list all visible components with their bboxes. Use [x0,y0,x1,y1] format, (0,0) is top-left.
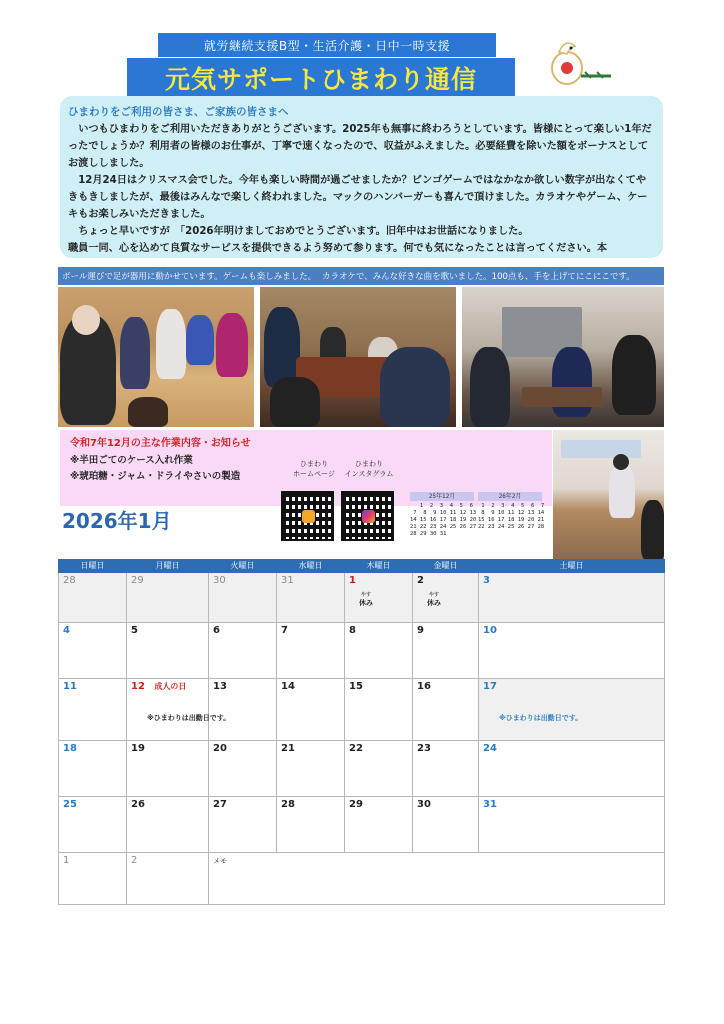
rest-ruby: やす [428,592,439,598]
memo-label: メモ [213,857,227,865]
day-number: 3 [483,575,490,586]
calendar-day[interactable] [59,623,127,679]
calendar-day[interactable] [277,797,345,853]
mini-calendar-february [478,492,545,531]
day-number: 28 [63,575,76,586]
day-number: 4 [63,625,70,636]
qr-instagram-label-line2: インスタグラム [344,470,394,478]
calendar-day[interactable] [127,741,209,797]
mini-calendar-row: 28 29 30 31 [410,531,447,537]
calendar-day[interactable] [277,573,345,623]
day-number: 29 [349,799,363,810]
open-day-note: ※ひまわりは出勤日です。 [499,714,583,722]
mini-calendar-title: 25年12月 [410,492,474,501]
holiday-name: 成人の日 [154,682,187,691]
day-number: 30 [213,575,226,586]
calendar-day[interactable] [479,797,665,853]
day-number: 31 [281,575,294,586]
calendar-day[interactable] [209,741,277,797]
weekday-header: 月曜日 [127,560,209,573]
day-number: 29 [131,575,144,586]
horse-mascot-icon [545,38,615,90]
weekday-header-row [59,560,665,573]
photo-karaoke-room [260,287,456,427]
day-number: 15 [349,681,363,692]
day-number: 24 [483,743,497,754]
calendar-day[interactable] [413,679,479,741]
mini-calendar-title: 26年2月 [478,492,542,501]
open-day-note: ※ひまわりは出勤日です。 [147,714,231,722]
newsletter-title: 元気サポートひまわり通信 [127,58,515,98]
calendar-day[interactable] [413,797,479,853]
calendar-day[interactable] [345,797,413,853]
photo-caption-right: カラオケで、みんな好きな曲を歌いました。100点も、手を上げてにこにこです。 [318,267,664,285]
day-number: 10 [483,625,497,636]
weekday-header: 金曜日 [413,560,479,573]
weekday-header: 火曜日 [209,560,277,573]
day-number: 28 [281,799,295,810]
calendar-week-row [59,679,665,741]
greeting-paragraph: 職員一同、心を込めて良質なサービスを提供できるよう努めて参ります。何でも気になったことは言ってください。本 [68,243,608,254]
photo-karaoke-tv [462,287,664,427]
weekday-header: 日曜日 [59,560,127,573]
calendar-day[interactable] [209,573,277,623]
calendar-day[interactable] [59,853,127,905]
day-number: 12 [131,681,145,692]
calendar-week-row [59,853,665,905]
calendar-day[interactable] [59,679,127,741]
mini-calendar-december [410,492,477,538]
mini-calendar-row: 1 2 3 4 5 6 7 [478,503,545,509]
calendar-day[interactable] [345,573,413,623]
calendar-day[interactable] [59,573,127,623]
calendar-day[interactable] [277,623,345,679]
greeting-paragraph: ちょっと早いですが 「2026年明けましておめでとうございます。旧年中はお世話になりました。 [78,226,529,237]
calendar-week-row [59,573,665,623]
calendar-day[interactable] [479,741,665,797]
newsletter-subtitle: 就労継続支援B型・生活介護・日中一時支援 [158,33,496,57]
calendar-day[interactable] [413,623,479,679]
calendar-day[interactable] [277,741,345,797]
qr-homepage-label [286,459,342,479]
mini-calendar-row: 8 9 10 11 12 13 14 [478,510,545,516]
tasks-title: 令和7年12月の主な作業内容・お知らせ [70,438,251,449]
calendar-day[interactable] [345,623,413,679]
day-number: 25 [63,799,77,810]
weekday-header: 木曜日 [345,560,413,573]
calendar-day[interactable] [127,623,209,679]
mini-calendar-row: 15 16 17 18 19 20 21 [478,517,545,523]
day-number: 13 [213,681,227,692]
task-item: ※琥珀糖・ジャム・ドライやさいの製造 [70,471,241,482]
calendar-day[interactable] [127,797,209,853]
day-number: 19 [131,743,145,754]
calendar-day[interactable] [479,679,665,741]
day-number: 5 [131,625,138,636]
mini-calendar-row: 22 23 24 25 26 27 28 [478,524,545,530]
calendar-day[interactable] [209,797,277,853]
homepage-qr-code-icon[interactable] [281,491,334,541]
day-number: 16 [417,681,431,692]
calendar-day[interactable] [413,741,479,797]
weekday-header: 土曜日 [479,560,665,573]
calendar-week-row [59,741,665,797]
day-number: 14 [281,681,295,692]
calendar-day[interactable] [413,573,479,623]
qr-instagram-label-line1: ひまわり [355,460,383,468]
photo-caption-left: ボール運びで足が器用に動かせています。ゲームも楽しみました。 [58,267,318,285]
greeting-message [60,96,663,258]
day-number: 21 [281,743,295,754]
day-number: 18 [63,743,77,754]
rest-ruby: やす [360,592,371,598]
day-number: 27 [213,799,227,810]
greeting-paragraph: 12月24日はクリスマス会でした。今年も楽しい時間が過ごせましたか？ビンゴゲームではなかなか欲しい数字が出なくてやきもきしましたが、最後はみんなで楽しく終われました。マックのハンバーガーも喜んで頂けました。カラオケやゲーム、ケーキもお楽しみいただきました。 [68,175,648,220]
day-number: 30 [417,799,431,810]
qr-homepage-label-line2: ホームページ [293,470,335,478]
rest-label: 休み [427,599,441,607]
calendar-day[interactable] [479,573,665,623]
calendar-day[interactable] [479,623,665,679]
day-number: 2 [131,855,138,866]
memo-area[interactable] [209,853,665,905]
day-number: 6 [213,625,220,636]
task-item: ※半田ごてのケース入れ作業 [70,455,193,466]
calendar-week-row [59,797,665,853]
calendar-day[interactable] [345,741,413,797]
photo-ball-game [58,287,254,427]
mini-calendar-row: 21 22 23 24 25 26 27 [410,524,477,530]
day-number: 9 [417,625,424,636]
day-number: 2 [417,575,424,586]
calendar-week-row [59,623,665,679]
rest-day-note [427,591,441,607]
day-number: 31 [483,799,497,810]
day-number: 23 [417,743,431,754]
day-number: 1 [349,575,356,586]
qr-homepage-label-line1: ひまわり [300,460,328,468]
mini-calendar-row: 14 15 16 17 18 19 20 [410,517,477,523]
greeting-paragraph: いつもひまわりをご利用いただきありがとうございます。2025年も無事に終わろうとしています。皆様にとって楽しい1年だったでしょうか？利用者の皆様のお仕事が、丁寧で速くなったので、収益がふえました。必要経費を除いた額をボーナスとしてお渡ししました。 [68,124,652,169]
calendar-day[interactable] [345,679,413,741]
calendar-day[interactable] [59,797,127,853]
day-number: 7 [281,625,288,636]
qr-instagram-label [341,459,397,479]
greeting-title: ひまわりをご利用の皆さま、ご家族の皆さまへ [68,106,289,118]
instagram-qr-code-icon[interactable] [341,491,394,541]
monthly-calendar [58,559,665,905]
calendar-day[interactable] [209,623,277,679]
rest-day-note [359,591,373,607]
day-number: 1 [63,855,70,866]
calendar-day[interactable] [59,741,127,797]
mini-calendar-row: 7 8 9 10 11 12 13 [410,510,477,516]
mini-calendar-row: 1 2 3 4 5 6 [410,503,473,509]
holiday-label [154,682,186,691]
day-number: 17 [483,681,497,692]
day-number: 11 [63,681,77,692]
calendar-day[interactable] [127,853,209,905]
day-number: 26 [131,799,145,810]
calendar-day[interactable] [209,679,277,741]
day-number: 8 [349,625,356,636]
photo-member-standing [553,430,664,559]
day-number: 20 [213,743,227,754]
day-number: 22 [349,743,363,754]
calendar-month-title: 2026年1月 [62,509,172,533]
calendar-day[interactable] [277,679,345,741]
calendar-day[interactable] [127,573,209,623]
rest-label: 休み [359,599,373,607]
weekday-header: 水曜日 [277,560,345,573]
